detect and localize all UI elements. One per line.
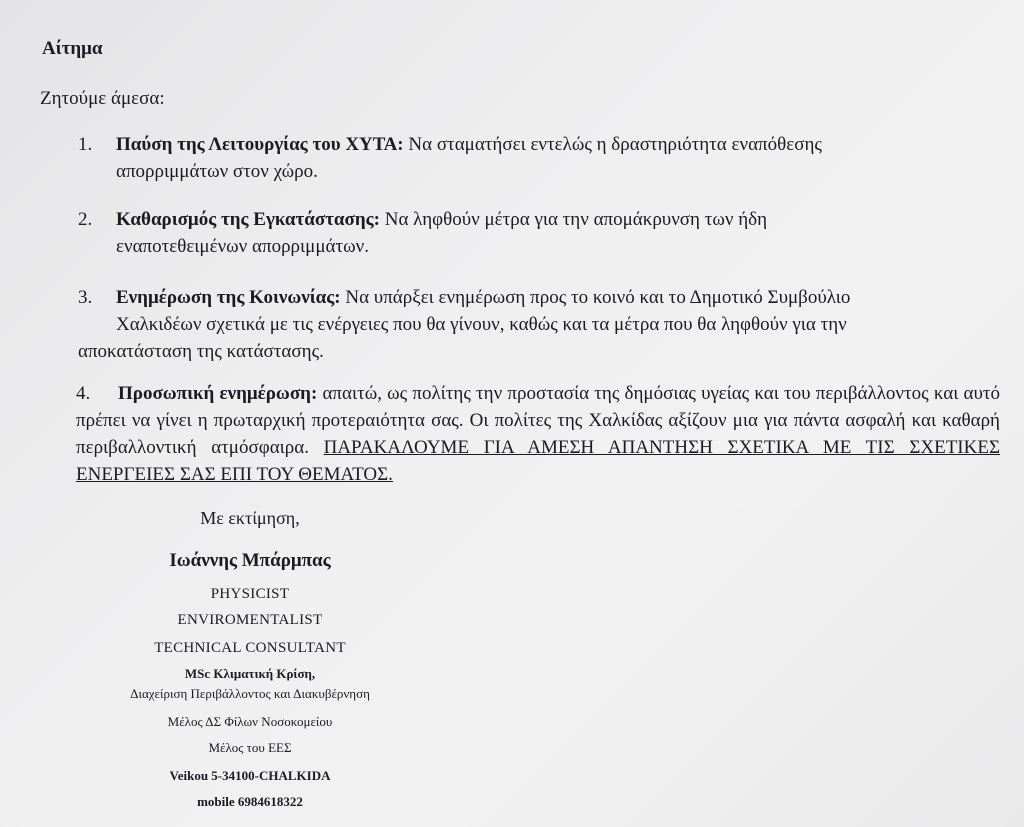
request-number: 2. xyxy=(78,209,93,230)
request-number: 4. xyxy=(76,383,91,404)
request-title: Καθαρισμός της Εγκατάστασης: xyxy=(116,209,380,230)
request-item-2 xyxy=(78,206,998,260)
request-item-4 xyxy=(76,380,1000,488)
request-text: απαιτώ, ως πολίτης την προστασία της δημόσιας υγείας και του περιβάλλοντος και αυτό πρέπει να γίνει η πρωταρχική προτεραιότητα σας. Οι πολίτες της Χαλκίδας αξίζουν μια για πάντα ασφαλή και καθαρή περιβαλλοντική ατμόσφαιρα. xyxy=(76,383,1001,458)
signer-title-consultant: TECHNICAL CONSULTANT xyxy=(154,640,346,656)
request-title: Παύση της Λειτουργίας του ΧΥΤΑ: xyxy=(116,134,404,155)
request-text: Να ληφθούν μέτρα για την απομάκρυνση των ήδη xyxy=(384,209,768,230)
signer-address: Veikou 5-34100-CHALKIDA xyxy=(169,768,331,783)
request-text-continued: Χαλκιδέων σχετικά με τις ενέργειες που θα γίνουν, καθώς και τα μέτρα που θα ληφθούν για την xyxy=(116,314,847,335)
request-title: Προσωπική ενημέρωση: xyxy=(118,383,318,404)
request-text: Να υπάρξει ενημέρωση προς το κοινό και το Δημοτικό Συμβούλιο xyxy=(345,287,851,308)
closing-line: Με εκτίμηση, xyxy=(200,508,300,528)
request-text-continued: αποκατάσταση της κατάστασης. xyxy=(78,341,324,362)
signer-title-physicist: PHYSICIST xyxy=(210,586,290,602)
signer-degree-line-2: Διαχείριση Περιβάλλοντος και Διακυβέρνηση xyxy=(130,686,370,701)
urgent-request-text: ΠΑΡΑΚΑΛΟΥΜΕ ΓΙΑ ΑΜΕΣΗ ΑΠΑΝΤΗΣΗ ΣΧΕΤΙΚΑ ΜΕ ΤΙΣ ΣΧΕΤΙΚΕΣ ΕΝΕΡΓΕΙΕΣ ΣΑΣ ΕΠΙ ΤΟΥ ΘΕΜΑΤΟΣ. xyxy=(76,437,1001,485)
request-text: Να σταματήσει εντελώς η δραστηριότητα εναπόθεσης xyxy=(408,134,822,155)
request-text-continued: απορριμμάτων στον χώρο. xyxy=(116,161,318,182)
request-item-3 xyxy=(78,284,998,365)
signer-title-environmentalist: ENVIROMENTALIST xyxy=(177,612,323,628)
signer-membership-2: Μέλος του ΕΕΣ xyxy=(208,740,292,755)
request-text-continued: εναποτεθειμένων απορριμμάτων. xyxy=(116,236,369,257)
request-item-1 xyxy=(78,131,998,185)
document-heading: Αίτημα xyxy=(42,38,103,59)
signer-degree-line-1: MSc Κλιματική Κρίση, xyxy=(184,666,316,681)
signer-name: Ιωάννης Μπάρμπας xyxy=(169,550,331,571)
signer-mobile: mobile 6984618322 xyxy=(197,794,303,809)
signer-membership-1: Μέλος ΔΣ Φίλων Νοσοκομείου xyxy=(167,714,333,729)
request-title: Ενημέρωση της Κοινωνίας: xyxy=(116,287,341,308)
request-number: 3. xyxy=(78,287,93,308)
request-number: 1. xyxy=(78,134,93,155)
intro-line: Ζητούμε άμεσα: xyxy=(40,88,165,109)
